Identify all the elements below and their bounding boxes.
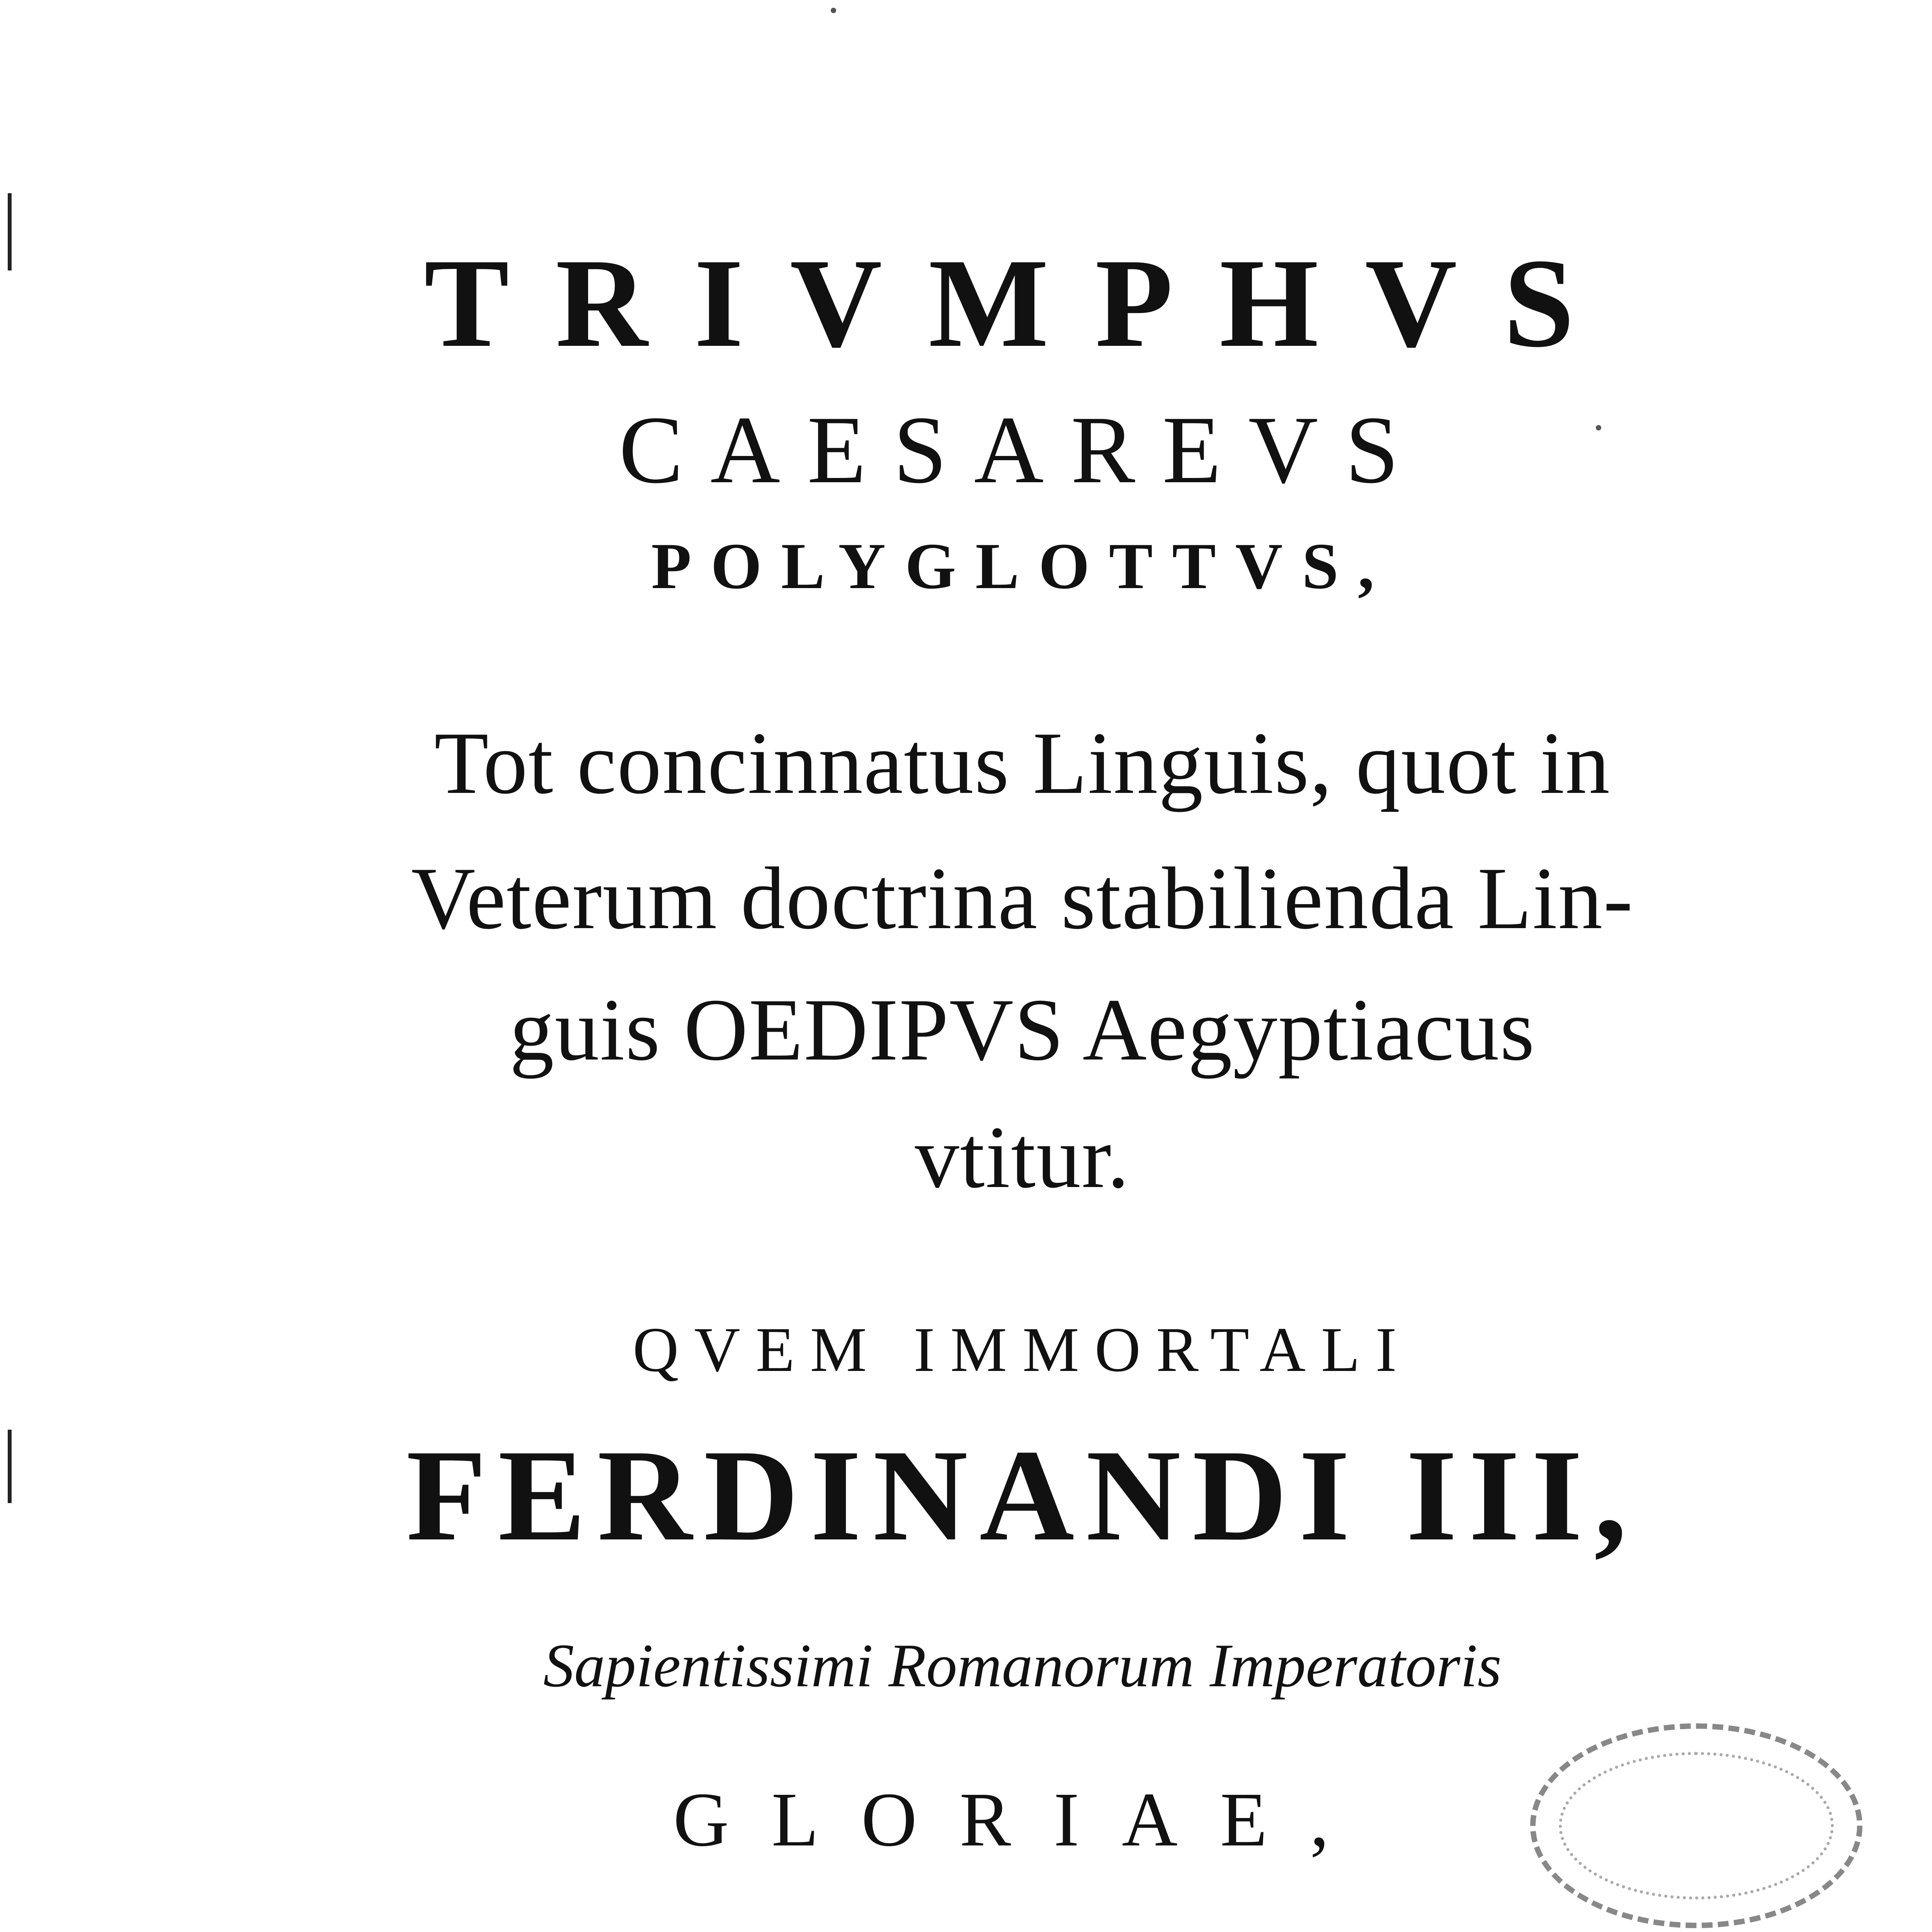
body-line-4: vtitur.: [915, 1108, 1130, 1206]
emperor-name: FERDINANDI III,: [406, 1422, 1639, 1568]
body-line-2: Veterum doctrina stabilienda Lin-: [411, 849, 1634, 947]
ink-speck: [1596, 425, 1601, 430]
ink-speck: [831, 8, 836, 13]
body-line-1: Tot concinnatus Linguis, quot in: [434, 714, 1611, 812]
body-line-3: guis OEDIPVS Aegyptiacus: [509, 980, 1536, 1079]
emperor-epithet: Sapientissimi Romanorum Imperatoris: [543, 1631, 1502, 1700]
dedication-intro: QVEM IMMORTALI: [633, 1314, 1412, 1385]
library-stamp-inner-ring: [1559, 1752, 1834, 1900]
title-line-1: TRIVMPHVS: [424, 233, 1621, 374]
gloriae-line: GLORIAE,: [673, 1777, 1372, 1862]
library-stamp: [1530, 1723, 1862, 1928]
title-line-3: POLYGLOTTVS,: [651, 530, 1394, 602]
title-line-2: CAESAREVS: [619, 396, 1426, 503]
